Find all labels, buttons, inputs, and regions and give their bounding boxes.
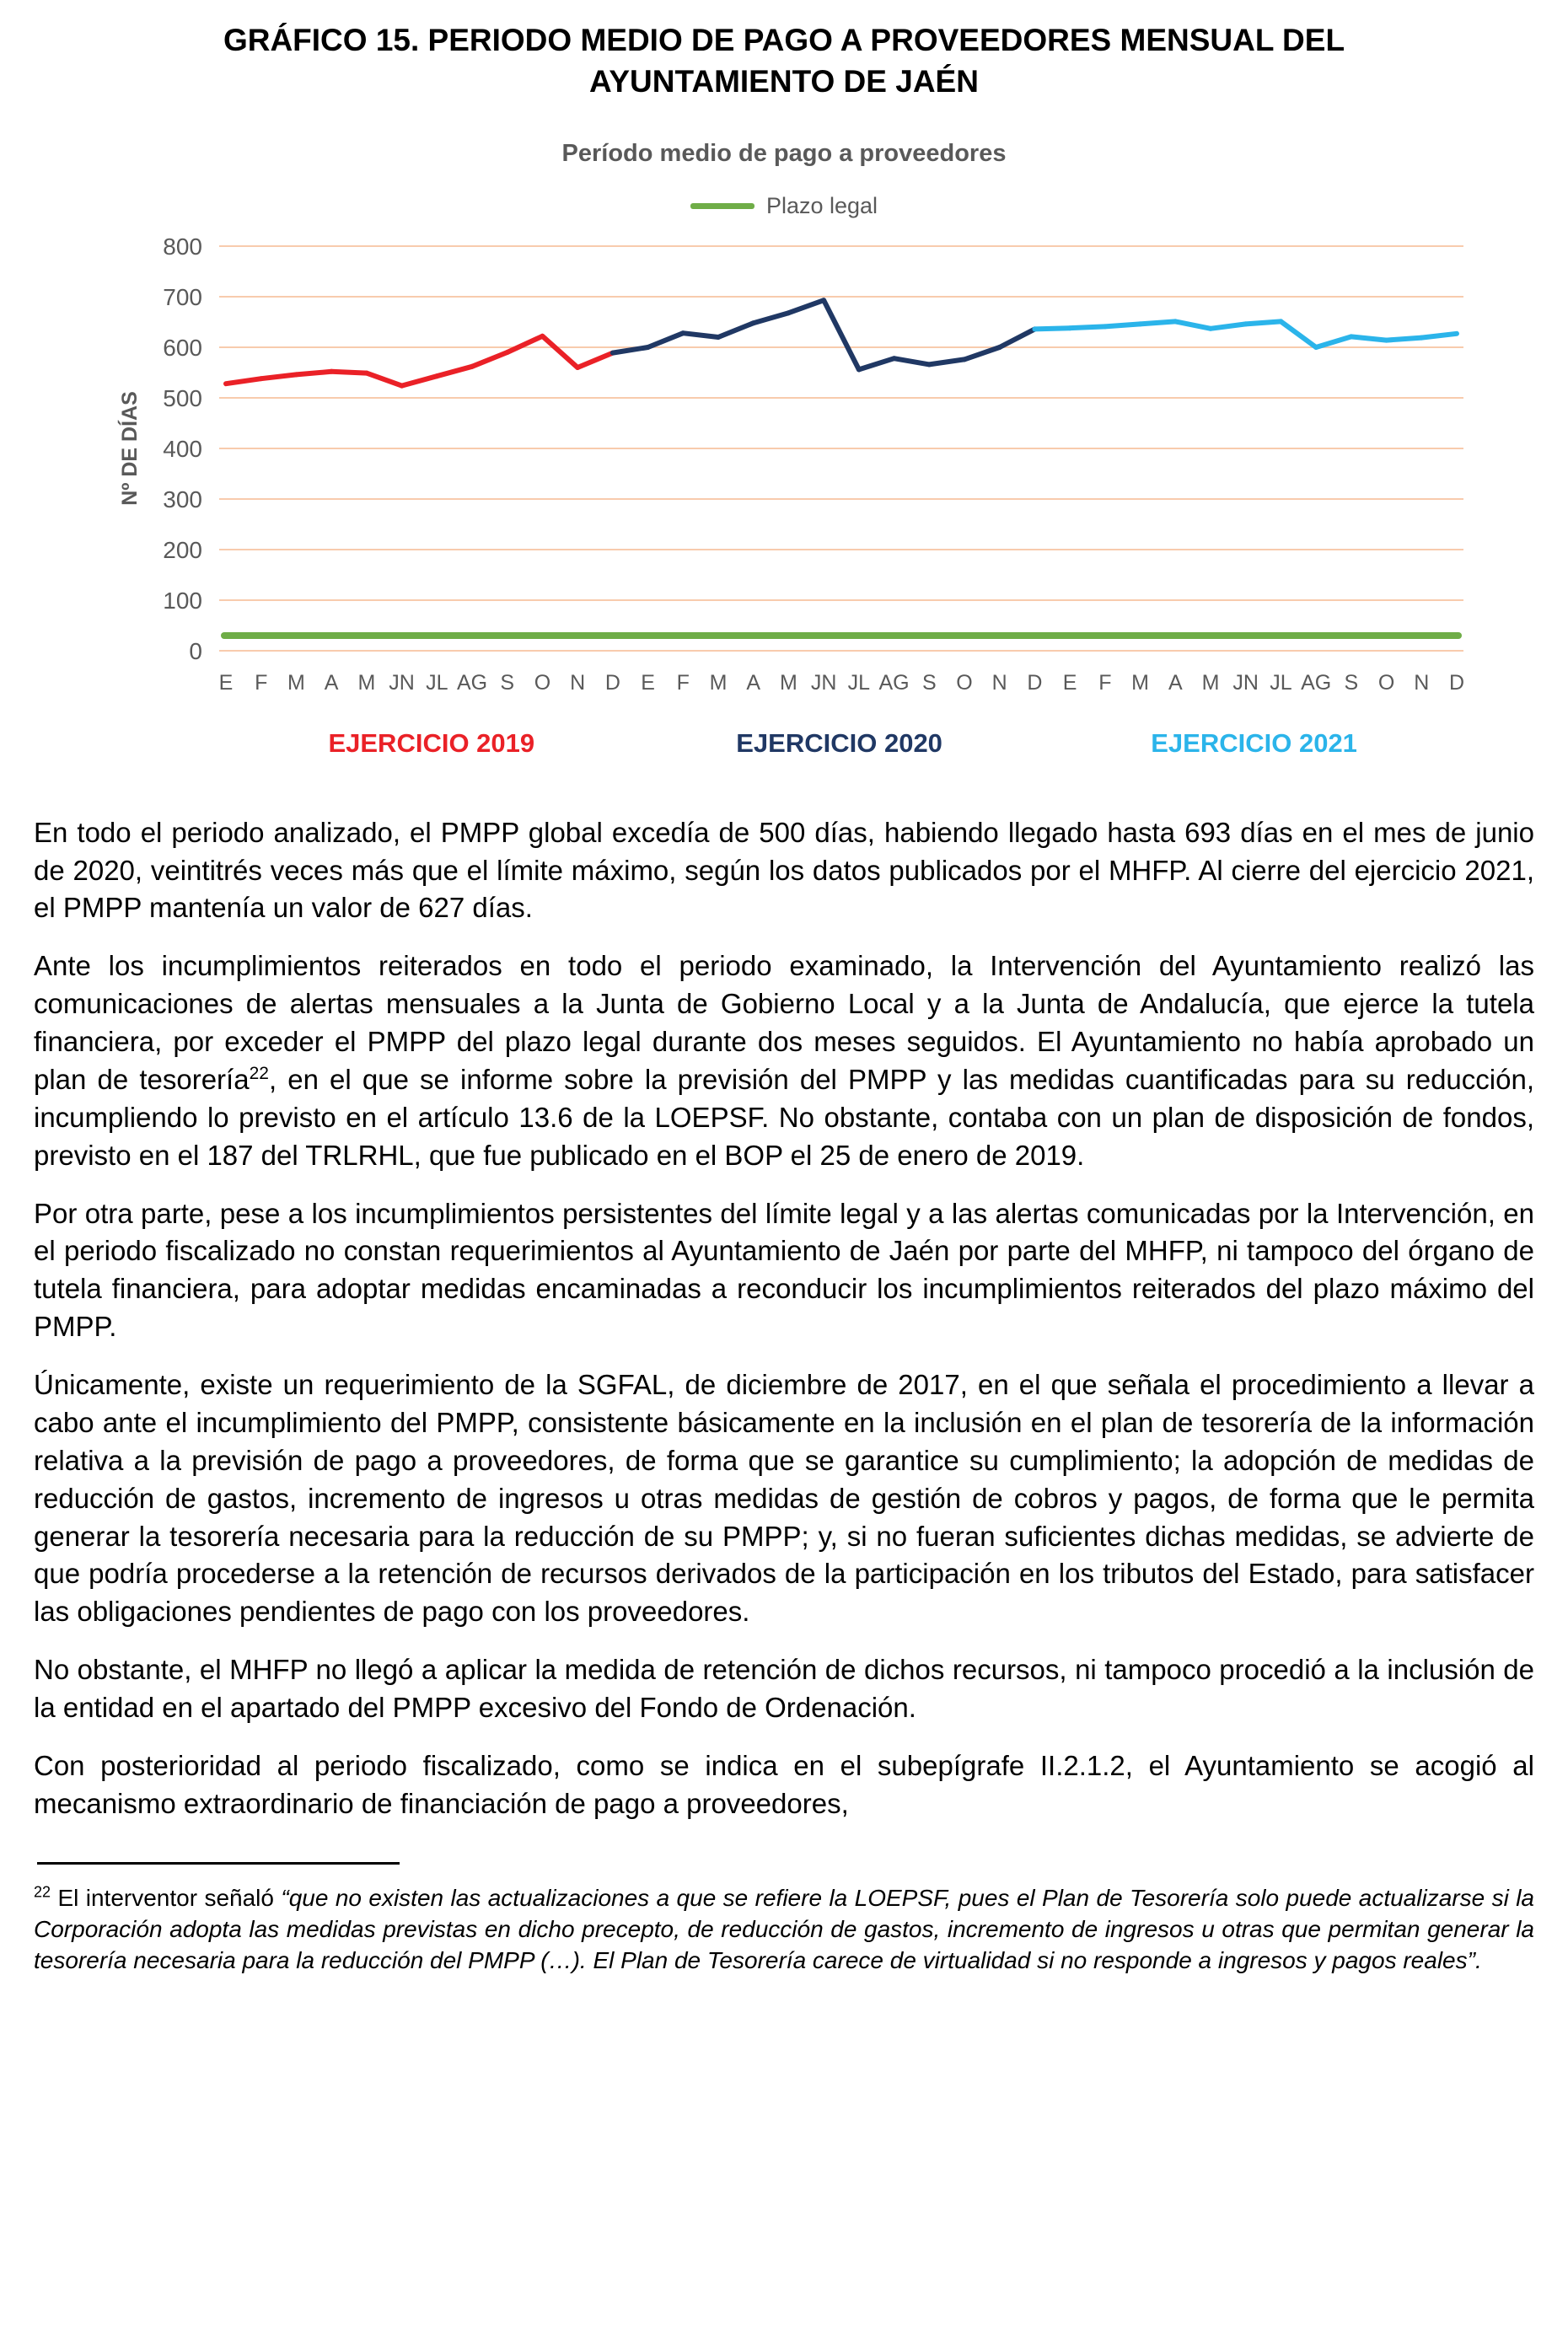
pmpp-line-segment [894, 358, 930, 364]
pmpp-line-segment [331, 371, 367, 373]
paragraph-2-text-cont: , en el que se informe sobre la previsión del PMPP y las medidas cuantificadas para su reducción, incumpliendo lo previsto en el artículo 13.6 de la LOEPSF. No obstante, contaba con un plan de disposición de fondos, previsto en el 187 del TRLRHL, que fue publicado en el BOP el 25 de enero de 2019. [34, 1063, 1534, 1171]
paragraph-1: En todo el periodo analizado, el PMPP global excedía de 500 días, habiendo llegado hasta 693 días en el mes de junio de 2020, veintitrés veces más que el límite máximo, según los datos publicados por el MHFP. Al cierre del ejercicio 2021, el PMPP mantenía un valor de 627 días. [34, 816, 1534, 924]
x-tick-label: N [570, 670, 586, 695]
paragraph-2-text: Ante los incumplimientos reiterados en todo el periodo examinado, la Intervención del Ayuntamiento realizó las comunicaciones de alertas mensuales a la Junta de Gobierno Local y a la Junta de Andalucía, que ejerce la tutela financiera, por exceder el PMPP del plazo legal durante dos meses seguidos. El Ayuntamiento no había aprobado un plan de tesorería [34, 950, 1534, 1095]
figure-title-line2: AYUNTAMIENTO DE JAÉN [589, 63, 979, 99]
x-tick-label: N [991, 670, 1007, 695]
y-tick-label: 100 [163, 587, 202, 614]
x-tick-label: M [1131, 670, 1149, 695]
x-tick-label: A [746, 670, 761, 695]
footnote-divider [37, 1862, 400, 1865]
pmpp-line-segment [472, 352, 507, 367]
x-tick-label: JN [810, 670, 837, 695]
pmpp-line-segment [1316, 336, 1351, 347]
x-tick-label: JN [1232, 670, 1259, 695]
x-tick-label: F [255, 670, 268, 695]
x-tick-label: M [709, 670, 728, 695]
x-tick-label: A [1168, 670, 1183, 695]
pmpp-line-segment [1387, 337, 1422, 340]
pmpp-line-segment [1175, 321, 1211, 328]
chart-title: Período medio de pago a proveedores [561, 139, 1007, 167]
pmpp-line-segment [788, 300, 824, 313]
footnote-quote: “que no existen las actualizaciones a que se refiere la LOEPSF, pues el Plan de Tesorería solo puede actualizarse si la Corporación adopta las medidas previstas en dicho precepto, de reducción de gastos, incremento de ingresos u otras que permitan generar la tesorería necesaria para la reducción del PMPP (…). El Plan de Tesorería carece de virtualidad si no responde a ingresos y pagos reales”. [34, 1884, 1534, 1973]
x-tick-label: A [324, 670, 339, 695]
pmpp-line-segment [296, 371, 331, 374]
pmpp-line-segment [964, 347, 1000, 359]
pmpp-line-segment [1246, 321, 1281, 324]
x-tick-label: JN [389, 670, 415, 695]
pmpp-line-segment [1421, 333, 1457, 337]
year-label-2020: EJERCICIO 2020 [736, 727, 942, 758]
pmpp-line-segment [577, 352, 613, 367]
pmpp-line-segment [367, 373, 402, 385]
x-tick-label: M [357, 670, 376, 695]
y-tick-label: 700 [163, 283, 202, 310]
pmpp-line-segment [1211, 324, 1246, 328]
pmpp-chart-block [93, 140, 1475, 767]
y-tick-label: 0 [189, 637, 202, 664]
line-chart [93, 231, 1475, 710]
pmpp-line-segment [402, 376, 438, 385]
x-tick-label: S [921, 670, 937, 695]
year-label-2019: EJERCICIO 2019 [328, 727, 535, 758]
y-tick-label: 600 [163, 334, 202, 361]
legend-line-swatch [690, 203, 754, 209]
figure-title [126, 20, 1442, 103]
pmpp-line-segment [542, 335, 577, 367]
footnote-marker: 22 [34, 1883, 51, 1901]
pmpp-line-segment [648, 333, 684, 347]
x-tick-label: D [1448, 670, 1465, 695]
pmpp-line-segment [1034, 328, 1070, 329]
x-tick-label: O [1377, 670, 1395, 695]
y-tick-label: 300 [163, 486, 202, 513]
figure-title-line1: GRÁFICO 15. PERIODO MEDIO DE PAGO A PROVEEDORES MENSUAL DEL [223, 23, 1345, 57]
x-tick-label: O [534, 670, 551, 695]
x-tick-label: JL [1270, 670, 1292, 695]
y-tick-label: 800 [163, 233, 202, 260]
pmpp-line-segment [1281, 321, 1316, 347]
pmpp-line-segment [683, 333, 718, 337]
pmpp-line-segment [437, 366, 472, 375]
pmpp-line-segment [1351, 336, 1387, 340]
x-tick-label: D [604, 670, 620, 695]
x-tick-label: JL [847, 670, 871, 695]
paragraph-6: Con posterioridad al periodo fiscalizado, como se indica en el subepígrafe II.2.1.2, el Ayuntamiento se acogió al mecanismo extraordinario de financiación de pago a proveedores, [34, 1749, 1534, 1819]
x-tick-label: S [500, 670, 515, 695]
pmpp-line-segment [1000, 329, 1035, 347]
pmpp-line-segment [507, 335, 543, 352]
x-tick-label: O [956, 670, 973, 695]
year-label-2021: EJERCICIO 2021 [1151, 727, 1357, 758]
y-axis-title: Nº DE DÍAS [118, 390, 142, 506]
pmpp-line-segment [1141, 321, 1176, 324]
pmpp-line-segment [1070, 326, 1105, 328]
x-tick-label: F [676, 670, 690, 695]
paragraph-2 [34, 947, 1534, 1174]
legend-label: Plazo legal [765, 192, 878, 218]
pmpp-line-segment [226, 378, 261, 384]
footnote-22 [34, 1883, 1534, 1977]
y-tick-label: 400 [163, 435, 202, 462]
x-tick-label: F [1098, 670, 1112, 695]
x-tick-label: N [1414, 670, 1430, 695]
x-tick-label: AG [1301, 670, 1332, 695]
x-tick-label: AG [456, 670, 488, 695]
chart-year-labels [93, 722, 1475, 767]
y-tick-label: 200 [163, 536, 202, 563]
x-tick-label: M [780, 670, 797, 695]
footnote-intro: El interventor señaló [51, 1884, 282, 1911]
paragraph-4: Únicamente, existe un requerimiento de la SGFAL, de diciembre de 2017, en el que señala el procedimiento a llevar a cabo ante el incumplimiento del PMPP, consistente básicamente en la inclusión en el plan de tesorería de la información relativa a la previsión de pago a proveedores, de forma que se garantice su cumplimiento; la adopción de medidas de reducción de gastos, incremento de ingresos u otras medidas de gestión de cobros y pagos, de forma que le permita generar la tesorería necesaria para la reducción de su PMPP; y, si no fueran suficientes dichas medidas, se advierte de que podría procederse a la retención de recursos derivados de la participación en los tributos del Estado, para satisfacer las obligaciones pendientes de pago con los proveedores. [34, 1369, 1534, 1628]
x-tick-label: E [218, 670, 234, 695]
x-tick-label: M [287, 670, 305, 695]
x-tick-label: M [1201, 670, 1220, 695]
pmpp-line-segment [261, 374, 297, 378]
y-tick-label: 500 [163, 384, 202, 411]
x-tick-label: D [1027, 670, 1043, 695]
x-tick-label: E [1062, 670, 1077, 695]
x-tick-label: S [1344, 670, 1359, 695]
pmpp-line-segment [754, 313, 789, 323]
x-tick-label: JL [426, 670, 448, 695]
pmpp-line-segment [824, 300, 859, 369]
chart-legend [93, 193, 1475, 219]
x-tick-label: E [641, 670, 655, 695]
pmpp-line-chart [93, 231, 1475, 710]
pmpp-line-segment [718, 323, 754, 337]
footnote-reference-22: 22 [249, 1063, 269, 1083]
x-tick-label: AG [878, 670, 910, 695]
pmpp-line-segment [929, 359, 964, 364]
paragraph-3: Por otra parte, pese a los incumplimientos persistentes del límite legal y a las alertas comunicadas por la Intervención, en el periodo fiscalizado no constan requerimientos al Ayuntamiento de Jaén por parte del MHFP, ni tampoco del órgano de tutela financiera, para adoptar medidas encaminadas a reconducir los incumplimientos reiterados del plazo máximo del PMPP. [34, 1197, 1534, 1343]
pmpp-line-segment [1105, 324, 1141, 326]
paragraph-5: No obstante, el MHFP no llegó a aplicar la medida de retención de dichos recursos, ni tampoco procedió a la inclusión de la entidad en el apartado del PMPP excesivo del Fondo de Ordenación. [34, 1654, 1534, 1724]
body-text [34, 814, 1534, 1823]
pmpp-line-segment [859, 358, 894, 369]
